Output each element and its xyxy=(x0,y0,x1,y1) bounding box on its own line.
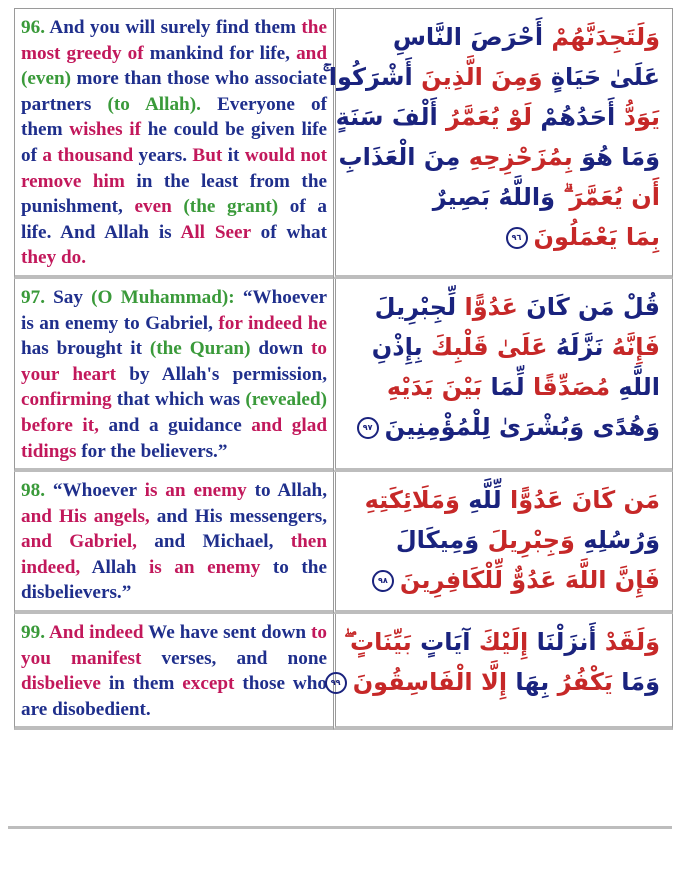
translation-segment: those who are disobedient. xyxy=(21,673,327,720)
arabic-text-cell xyxy=(333,472,673,614)
translation-segment: has brought it xyxy=(21,338,150,360)
translation-segment: Everyone of them xyxy=(21,93,327,141)
arabic-segment: إِلَيْكَ xyxy=(470,628,529,657)
translation-segment: And you will surely find them xyxy=(44,17,302,38)
translation-segment: to you manifest xyxy=(21,622,327,669)
arabic-segment: وَهُدًى وَبُشْرَىٰ xyxy=(490,412,660,441)
translation-segment: and Michael, xyxy=(136,531,291,553)
arabic-segment: يَوَدُّ xyxy=(615,103,660,131)
arabic-segment: عَدُوًّا xyxy=(456,292,518,321)
translation-segment: by Allah's permission, xyxy=(116,363,328,385)
arabic-segment: إِلَّا الْفَاسِقُونَ xyxy=(352,668,508,697)
translation-segment: in the least from the punishment, xyxy=(21,170,328,218)
translation-segment: the most greedy of xyxy=(21,17,327,64)
translation-segment: and glad tidings xyxy=(21,414,327,462)
translation-segment: is an enemy xyxy=(144,480,247,502)
arabic-line xyxy=(348,217,660,257)
translation-segment: (revealed) xyxy=(245,389,327,411)
arabic-segment: لِّلَّهِ xyxy=(459,486,502,515)
translation-segment: that which was xyxy=(111,389,246,411)
arabic-verse xyxy=(322,9,672,263)
arabic-segment: آيَاتٍ xyxy=(411,628,471,657)
arabic-segment: نَزَّلَهُ xyxy=(547,332,604,361)
arabic-segment: لِلْمُؤْمِنِينَ xyxy=(384,412,491,441)
translation-segment: and His angels, xyxy=(21,505,150,527)
translation-segment: before it, xyxy=(21,414,99,436)
arabic-line xyxy=(348,177,660,217)
english-translation-text xyxy=(15,9,333,275)
arabic-line xyxy=(335,97,660,137)
translation-segment: for the believers.” xyxy=(76,440,228,462)
arabic-text-cell xyxy=(330,614,673,730)
translation-segment: for indeed he xyxy=(218,312,327,334)
arabic-segment: بِمَا يَعْمَلُونَ xyxy=(533,223,660,251)
translation-segment: (the Quran) xyxy=(149,338,251,360)
arabic-text-cell xyxy=(322,8,673,279)
arabic-line xyxy=(344,622,660,662)
arabic-segment: لِّجِبْرِيلَ xyxy=(374,292,457,321)
arabic-segment: أَنزَلْنَا xyxy=(528,628,597,657)
arabic-segment: فَإِنَّهُ xyxy=(603,332,660,361)
translation-segment: in them xyxy=(100,673,183,695)
arabic-segment: بِإِذْنِ xyxy=(371,332,423,361)
verse-number: 97. xyxy=(21,286,45,308)
arabic-line xyxy=(348,17,660,57)
arabic-segment: وَمَا xyxy=(612,668,660,697)
translation-segment: to your heart xyxy=(21,338,328,385)
verse-number: 99. xyxy=(21,622,45,644)
translation-segment: and Gabriel, xyxy=(21,531,137,553)
translation-segment: disbelieve xyxy=(21,673,101,695)
verse-row xyxy=(14,472,673,614)
translation-segment: (the grant) xyxy=(183,196,279,218)
translation-segment: (O Muhammad): xyxy=(91,286,235,308)
translation-segment: except xyxy=(182,673,235,695)
translation-segment: years. xyxy=(133,144,193,166)
arabic-segment: بَيِّنَاتٍ ۖ xyxy=(344,628,412,657)
translation-segment: then indeed, xyxy=(21,531,327,578)
verse-number: 96. xyxy=(21,17,45,38)
translation-segment: (to Allah). xyxy=(107,93,201,115)
arabic-segment: وَمِنَ الَّذِينَ xyxy=(412,63,543,91)
arabic-line xyxy=(348,367,660,407)
translation-segment: mankind for life, xyxy=(143,42,297,64)
translation-segment: is an enemy xyxy=(148,556,261,578)
english-translation-cell xyxy=(14,8,333,279)
arabic-line xyxy=(348,560,660,600)
arabic-segment: وَمَا هُوَ xyxy=(572,143,660,171)
arabic-line xyxy=(338,137,660,177)
translation-segment: of what xyxy=(250,221,327,243)
translation-segment: Say xyxy=(44,286,92,308)
arabic-segment: أَلْفَ سَنَةٍ xyxy=(335,103,438,131)
translation-segment: and a guidance xyxy=(98,414,252,436)
translation-segment: But xyxy=(192,144,223,166)
arabic-verse xyxy=(330,614,672,708)
translation-segment: Allah xyxy=(80,556,149,578)
arabic-text-cell xyxy=(333,279,673,472)
english-translation-text xyxy=(15,472,333,610)
ayah-end-marker-icon: ٩٦ xyxy=(506,227,528,249)
arabic-line xyxy=(348,480,660,520)
ayah-end-marker-icon: ٩٧ xyxy=(357,417,379,439)
verse-row xyxy=(14,8,673,279)
translation-segment: to the disbelievers.” xyxy=(21,556,327,604)
arabic-segment: وَمَلَائِكَتِهِ xyxy=(364,486,460,515)
arabic-segment: عَلَىٰ حَيَاةٍ xyxy=(542,63,660,91)
translation-segment: And indeed xyxy=(48,622,144,644)
arabic-segment: وَرُسُلِهِ xyxy=(574,526,660,555)
translation-segment: it xyxy=(222,144,245,166)
ayah-end-marker-icon: ٩٩ xyxy=(325,672,347,694)
verse-row xyxy=(14,614,673,730)
translation-segment: of a life. And Allah is xyxy=(21,196,328,243)
arabic-line xyxy=(322,57,660,97)
arabic-segment: وَلَقَدْ xyxy=(596,628,660,657)
verse-table xyxy=(14,8,673,730)
translation-segment: “Whoever xyxy=(44,480,145,502)
arabic-segment: عَدُوًّا xyxy=(501,486,564,515)
translation-segment: would not remove him xyxy=(21,144,327,192)
translation-segment: and xyxy=(296,42,327,64)
translation-segment: verses, and none xyxy=(141,647,328,669)
translation-segment xyxy=(172,196,184,217)
arabic-verse xyxy=(336,472,672,606)
ayah-end-marker-icon: ٩٨ xyxy=(372,570,394,592)
translation-segment: he could be given life of xyxy=(21,119,328,166)
english-translation-cell xyxy=(14,472,333,614)
english-translation-text xyxy=(15,614,333,726)
verse-table-container xyxy=(14,8,670,730)
translation-segment: to Allah, xyxy=(246,480,328,502)
arabic-segment: فَإِنَّ اللَّهَ عَدُوٌّ xyxy=(502,566,660,595)
bottom-divider xyxy=(8,826,672,829)
arabic-segment: أَحَدُهُمْ xyxy=(532,103,616,131)
verse-row xyxy=(14,279,673,472)
arabic-segment: أَشْرَكُوا ۚ xyxy=(322,63,413,91)
arabic-line xyxy=(348,520,660,560)
arabic-verse xyxy=(336,279,672,453)
arabic-segment: يَكْفُرُ xyxy=(549,668,613,697)
arabic-segment: بَيْنَ يَدَيْهِ xyxy=(386,372,483,401)
arabic-segment: عَلَىٰ قَلْبِكَ xyxy=(422,332,548,361)
arabic-segment: لَوْ يُعَمَّرُ xyxy=(437,103,533,131)
arabic-line xyxy=(348,327,660,367)
arabic-segment: وَجِبْرِيلَ xyxy=(479,526,575,555)
arabic-segment: مِنَ الْعَذَابِ xyxy=(338,143,461,171)
arabic-line xyxy=(330,662,660,702)
translation-segment: All Seer xyxy=(180,221,251,243)
arabic-segment: وَلَتَجِدَنَّهُمْ xyxy=(543,23,660,51)
arabic-segment: بِمُزَحْزِحِهِ xyxy=(460,143,573,171)
verse-number: 98. xyxy=(21,480,45,502)
translation-segment: a thousand xyxy=(42,144,134,166)
arabic-line xyxy=(348,287,660,327)
arabic-segment: لِّمَا xyxy=(482,372,525,401)
arabic-segment: بِهَا xyxy=(507,668,550,697)
arabic-segment: مُصَدِّقًا xyxy=(524,372,611,401)
arabic-segment: وَمِيكَالَ xyxy=(395,526,480,555)
translation-segment: We have sent down xyxy=(143,622,312,644)
translation-segment: down xyxy=(250,338,312,360)
translation-segment: (even) xyxy=(21,68,72,90)
arabic-segment: لِّلْكَافِرِينَ xyxy=(399,566,503,595)
translation-segment: and His messengers, xyxy=(149,505,328,527)
translation-segment: even xyxy=(134,196,172,218)
arabic-segment: وَاللَّهُ بَصِيرٌ xyxy=(432,183,555,211)
arabic-segment: مَن كَانَ xyxy=(563,486,660,515)
translation-segment: they do. xyxy=(21,247,87,269)
english-translation-cell xyxy=(14,614,333,730)
translation-segment: “Whoever is an enemy to Gabriel, xyxy=(21,286,328,334)
translation-segment: wishes if xyxy=(69,119,142,141)
arabic-line xyxy=(348,407,660,447)
english-translation-cell xyxy=(14,279,333,472)
verse-rows xyxy=(14,8,673,730)
english-translation-text xyxy=(15,279,333,468)
arabic-segment: أَحْرَصَ النَّاسِ xyxy=(392,23,544,51)
translation-segment: more than those who associate partners xyxy=(21,68,327,115)
arabic-segment: اللَّهِ xyxy=(610,372,660,401)
arabic-segment: أَن يُعَمَّرَ ۗ xyxy=(555,183,660,211)
translation-segment: confirming xyxy=(21,389,112,411)
arabic-segment: قُلْ مَن كَانَ xyxy=(517,292,660,321)
